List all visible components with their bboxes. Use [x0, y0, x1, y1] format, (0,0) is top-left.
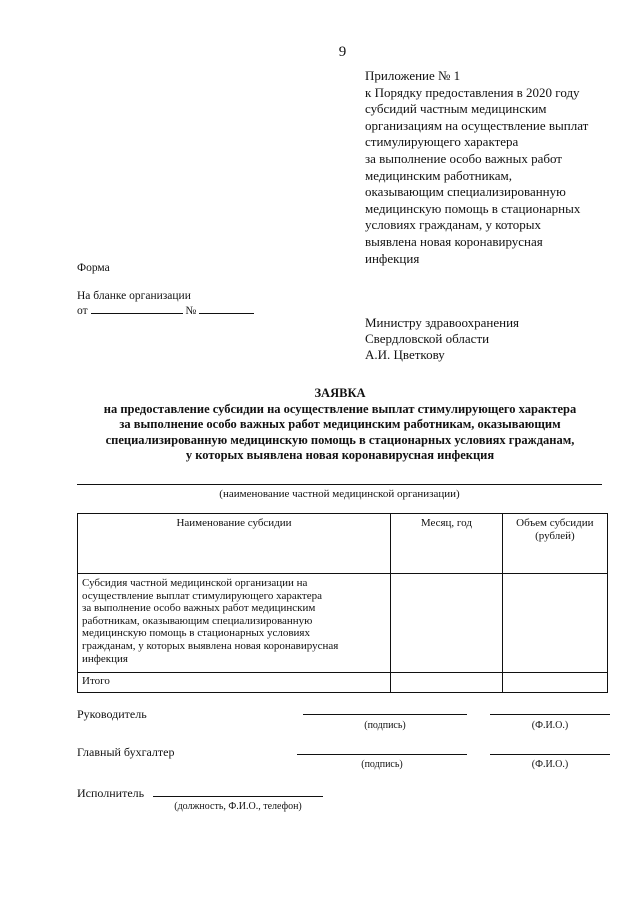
appendix-line: субсидий частным медицинским [365, 101, 547, 117]
table-row [78, 574, 608, 673]
accountant-label: Главный бухгалтер [77, 745, 175, 759]
accountant-signature-caption: (подпись) [361, 759, 403, 770]
number-field-line [199, 303, 254, 314]
accountant-fio-line [490, 754, 610, 755]
document-title [40, 386, 640, 464]
appendix-line: инфекция [365, 250, 420, 266]
title-line: у которых выявлена новая коронавирусная инфекция [185, 448, 495, 462]
head-fio-caption: (Ф.И.О.) [531, 720, 569, 731]
executor-label: Исполнитель [77, 786, 145, 800]
org-name-caption: (наименование частной медицинской организации) [219, 488, 460, 500]
table-total-row [78, 673, 608, 693]
header-volume-line: Объем субсидии [516, 517, 594, 529]
addressee-line: Свердловской области [365, 331, 490, 346]
appendix-line: Приложение № 1 [365, 68, 461, 83]
total-label: Итого [78, 673, 391, 693]
appendix-line: медицинскую помощь в стационарных [365, 200, 581, 216]
appendix-line: за выполнение особо важных работ [365, 150, 562, 166]
subsidy-table [77, 513, 608, 693]
date-field-line [91, 303, 183, 314]
header-subsidy-volume [502, 514, 607, 574]
subsidy-name-cell [78, 574, 391, 673]
form-label: Форма [77, 262, 110, 274]
appendix-line: организациям на осуществление выплат [365, 117, 589, 133]
number-label: № [185, 305, 197, 317]
title-line: за выполнение особо важных работ медицинским работникам, оказывающим [119, 417, 561, 431]
accountant-signature-line [297, 754, 467, 755]
appendix-line: условиях гражданам, у которых [365, 217, 541, 233]
appendix-line: медицинским работникам, [365, 167, 512, 183]
head-label: Руководитель [77, 707, 147, 721]
month-year-cell [391, 574, 503, 673]
subsidy-name-line: инфекция [82, 652, 128, 665]
page-number: 9 [338, 44, 347, 60]
subsidy-name-line: Субсидия частной медицинской организации на [82, 577, 308, 589]
title-line: на предоставление субсидии на осуществление выплат стимулирующего характера [103, 401, 577, 416]
executor-caption: (должность, Ф.И.О., телефон) [174, 801, 302, 812]
table-header-row [78, 514, 608, 574]
appendix-line: выявлена новая коронавирусная [365, 233, 543, 249]
appendix-line: оказывающим специализированную [365, 184, 566, 200]
subsidy-name-line: осуществление выплат стимулирующего характера [82, 589, 323, 602]
letterhead-date-number [77, 303, 254, 319]
head-signature-line [303, 714, 467, 715]
appendix-block [365, 68, 625, 267]
header-subsidy-name: Наименование субсидии [78, 514, 391, 574]
subsidy-name-line: работникам, оказывающим специализированную [82, 614, 313, 627]
org-name-line [77, 484, 602, 485]
appendix-line: стимулирующего характера [365, 134, 519, 150]
title-line: специализированную медицинскую помощь в стационарных условиях гражданам, [105, 432, 575, 447]
from-label: от [77, 305, 88, 317]
accountant-fio-caption: (Ф.И.О.) [531, 759, 569, 770]
executor-line [153, 796, 323, 797]
addressee-line: А.И. Цветкову [365, 347, 445, 362]
title-heading: ЗАЯВКА [314, 386, 366, 400]
header-month-year: Месяц, год [391, 514, 503, 574]
appendix-line: к Порядку предоставления в 2020 году [365, 84, 580, 100]
addressee-line: Министру здравоохранения [365, 315, 520, 330]
header-volume-unit: (рублей) [535, 529, 575, 542]
subsidy-name-line: за выполнение особо важных работ медицинским [82, 602, 316, 615]
subsidy-name-line: медицинскую помощь в стационарных условиях [82, 627, 310, 640]
total-month-cell [391, 673, 503, 693]
total-volume-cell [502, 673, 607, 693]
subsidy-name-line: гражданам, у которых выявлена новая коронавирусная [82, 639, 339, 652]
head-signature-caption: (подпись) [364, 720, 406, 731]
letterhead-label: На бланке организации [77, 290, 191, 302]
head-fio-line [490, 714, 610, 715]
subsidy-volume-cell [502, 574, 607, 673]
addressee-block [365, 315, 625, 363]
